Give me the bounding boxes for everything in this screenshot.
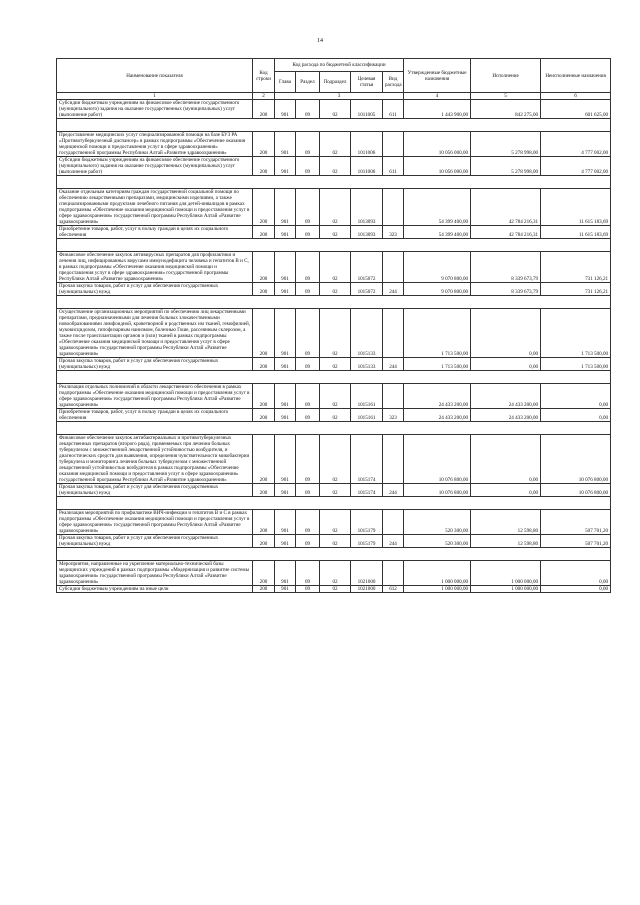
- approved-amount: 520 300,00: [404, 510, 471, 535]
- spacer-row: [57, 296, 611, 309]
- spacer-cell: [57, 296, 611, 309]
- spacer-row: [57, 176, 611, 189]
- subsection-code: 02: [320, 132, 351, 157]
- table-row: [57, 132, 611, 157]
- row-name: Приобретение товаров, работ, услуг в пользу граждан в целях их социального обеспечения: [57, 409, 253, 422]
- table-row: [57, 561, 611, 586]
- header-executed: Исполнение: [471, 59, 541, 93]
- table-row: [57, 510, 611, 535]
- expense-type-code: [383, 384, 404, 409]
- spacer-row: [57, 422, 611, 435]
- row-code: 200: [253, 252, 275, 283]
- header-chief: Глава: [275, 72, 296, 93]
- row-name: Субсидии бюджетным учреждениям на финансовое обеспечение государственного (муниципального) задания на оказание государственных (муниципальных) услуг (выполнение работ): [57, 157, 253, 176]
- target-item-code: 1015133: [351, 358, 383, 371]
- expense-type-code: 244: [383, 283, 404, 296]
- subsection-code: 02: [320, 226, 351, 239]
- subsection-code: 02: [320, 283, 351, 296]
- column-index-row: [57, 93, 611, 100]
- executed-amount: 42 784 216,31: [471, 189, 541, 226]
- section-code: 09: [296, 283, 320, 296]
- subsection-code: 02: [320, 189, 351, 226]
- index-cell: 1: [57, 93, 253, 100]
- expense-type-code: 611: [383, 157, 404, 176]
- table-row: [57, 484, 611, 497]
- row-code: 200: [253, 226, 275, 239]
- subsection-code: 02: [320, 100, 351, 119]
- target-item-code: 1015174: [351, 435, 383, 484]
- row-name: Финансовое обеспечение закупок антивирусных препаратов для профилактики и лечения лиц, инфицированных вирусами иммунодефицита человека и гепатитов B и C, в рамках подпрограммы «Обеспечение оказания медицинской помощи и предоставления услуг в сфере здравоохранения» государственной программы Республики Алтай «Развитие здравоохранения»: [57, 252, 253, 283]
- unexecuted-amount: 0,00: [541, 384, 611, 409]
- unexecuted-amount: 10 076 800,00: [541, 484, 611, 497]
- chief-code: 901: [275, 384, 296, 409]
- table-row: [57, 435, 611, 484]
- row-name: Финансовое обеспечение закупок антибактериальных и противотуберкулезных лекарственных препаратов (второго ряда), применяемых при лечении больных туберкулезом с множественной лекарственной устойчивостью возбудителя, и диагностических средств для выявления, определения чувствительности микобактерии туберкулеза и мониторинга лечения больных туберкулезом с множественной лекарственной устойчивостью возбудителя в рамках подпрограммы «Обеспечение оказания медицинской помощи и предоставления услуг в сфере здравоохранения» государственной программы Республики Алтай «Развитие здравоохранения»: [57, 435, 253, 484]
- header-target-item: Целевая статья: [351, 72, 383, 93]
- index-cell: 5: [471, 93, 541, 100]
- approved-amount: 54 399 400,00: [404, 189, 471, 226]
- table-row: [57, 189, 611, 226]
- unexecuted-amount: 507 701,20: [541, 510, 611, 535]
- spacer-row: [57, 548, 611, 561]
- chief-code: 901: [275, 100, 296, 119]
- unexecuted-amount: 0,00: [541, 586, 611, 593]
- executed-amount: 0,00: [471, 309, 541, 358]
- expense-type-code: [383, 309, 404, 358]
- target-item-code: 1011006: [351, 132, 383, 157]
- table-row: [57, 535, 611, 548]
- spacer-cell: [57, 422, 611, 435]
- expense-type-code: 323: [383, 226, 404, 239]
- table-row: [57, 157, 611, 176]
- target-item-code: 1021000: [351, 586, 383, 593]
- row-name: Прочая закупка товаров, работ и услуг для обеспечения государственных (муниципальных) нужд: [57, 283, 253, 296]
- chief-code: 901: [275, 510, 296, 535]
- expense-type-code: [383, 132, 404, 157]
- approved-amount: 54 399 400,00: [404, 226, 471, 239]
- approved-amount: 1 713 500,00: [404, 309, 471, 358]
- executed-amount: 8 339 673,79: [471, 252, 541, 283]
- target-item-code: 1013093: [351, 226, 383, 239]
- expense-type-code: [383, 561, 404, 586]
- executed-amount: 12 598,80: [471, 510, 541, 535]
- target-item-code: 1011006: [351, 157, 383, 176]
- subsection-code: 02: [320, 586, 351, 593]
- expense-type-code: 244: [383, 484, 404, 497]
- subsection-code: 02: [320, 484, 351, 497]
- row-name: Прочая закупка товаров, работ и услуг для обеспечения государственных (муниципальных) нужд: [57, 484, 253, 497]
- unexecuted-amount: 507 701,20: [541, 535, 611, 548]
- row-code: 200: [253, 409, 275, 422]
- section-code: 09: [296, 358, 320, 371]
- approved-amount: 520 300,00: [404, 535, 471, 548]
- section-code: 09: [296, 132, 320, 157]
- approved-amount: 1 000 000,00: [404, 561, 471, 586]
- spacer-cell: [57, 119, 611, 132]
- target-item-code: 1011005: [351, 100, 383, 119]
- target-item-code: 1015133: [351, 309, 383, 358]
- unexecuted-amount: 11 615 183,69: [541, 189, 611, 226]
- target-item-code: 1021000: [351, 561, 383, 586]
- chief-code: 901: [275, 189, 296, 226]
- row-code: 200: [253, 561, 275, 586]
- expense-type-code: [383, 189, 404, 226]
- subsection-code: 02: [320, 384, 351, 409]
- chief-code: 901: [275, 484, 296, 497]
- row-code: 200: [253, 586, 275, 593]
- row-name: Прочая закупка товаров, работ и услуг для обеспечения государственных (муниципальных) нужд: [57, 358, 253, 371]
- subsection-code: 02: [320, 309, 351, 358]
- table-row: [57, 409, 611, 422]
- target-item-code: 1015161: [351, 384, 383, 409]
- executed-amount: 24 433 200,00: [471, 384, 541, 409]
- chief-code: 901: [275, 358, 296, 371]
- expense-type-code: 244: [383, 358, 404, 371]
- chief-code: 901: [275, 586, 296, 593]
- row-code: 200: [253, 100, 275, 119]
- header-section: Раздел: [296, 72, 320, 93]
- row-code: 200: [253, 358, 275, 371]
- row-code: 200: [253, 132, 275, 157]
- executed-amount: 5 278 998,00: [471, 132, 541, 157]
- row-name: Приобретение товаров, работ, услуг в пользу граждан в целях их социального обеспечения: [57, 226, 253, 239]
- section-code: 09: [296, 226, 320, 239]
- row-name: Мероприятия, направленные на укрепление материально-технической базы медицинских учреждений в рамках подпрограммы «Модернизация и развитие системы здравоохранения» государственной программы Республики Алтай «Развитие здравоохранения»: [57, 561, 253, 586]
- subsection-code: 02: [320, 510, 351, 535]
- budget-execution-table: [56, 58, 611, 593]
- table-row: [57, 100, 611, 119]
- row-code: 200: [253, 535, 275, 548]
- executed-amount: 0,00: [471, 435, 541, 484]
- target-item-code: 1015161: [351, 409, 383, 422]
- row-name: Субсидии бюджетным учреждениям на финансовое обеспечение государственного (муниципального) задания на оказание государственных (муниципальных) услуг (выполнение работ): [57, 100, 253, 119]
- executed-amount: 8 339 673,79: [471, 283, 541, 296]
- row-code: 200: [253, 510, 275, 535]
- approved-amount: 10 056 000,00: [404, 132, 471, 157]
- index-cell: 6: [541, 93, 611, 100]
- unexecuted-amount: 11 615 183,69: [541, 226, 611, 239]
- spacer-cell: [57, 497, 611, 510]
- section-code: 09: [296, 484, 320, 497]
- section-code: 09: [296, 435, 320, 484]
- subsection-code: 02: [320, 157, 351, 176]
- table-row: [57, 384, 611, 409]
- spacer-cell: [57, 548, 611, 561]
- expense-type-code: [383, 252, 404, 283]
- section-code: 09: [296, 535, 320, 548]
- target-item-code: 1013093: [351, 189, 383, 226]
- section-code: 09: [296, 157, 320, 176]
- spacer-row: [57, 371, 611, 384]
- spacer-row: [57, 497, 611, 510]
- executed-amount: 0,00: [471, 484, 541, 497]
- chief-code: 901: [275, 157, 296, 176]
- row-code: 200: [253, 189, 275, 226]
- unexecuted-amount: 0,00: [541, 409, 611, 422]
- index-cell: 3: [275, 93, 404, 100]
- target-item-code: 1015174: [351, 484, 383, 497]
- approved-amount: 10 076 800,00: [404, 435, 471, 484]
- spacer-cell: [57, 176, 611, 189]
- approved-amount: 10 056 000,00: [404, 157, 471, 176]
- row-code: 200: [253, 157, 275, 176]
- executed-amount: 42 784 216,31: [471, 226, 541, 239]
- approved-amount: 1 443 900,00: [404, 100, 471, 119]
- row-name: Осуществление организационных мероприятий по обеспечению лиц лекарственными препаратами, предназначенными для лечения больных злокачественными новообразованиями лимфоидной, кроветворной и родственных им тканей, гемофилией, муковисцидозом, гипофизарным нанизмом, болезнью Гоше, рассеянным склерозом, а также после трансплантации органов и (или) тканей в рамках подпрограммы «Обеспечение оказания медицинской помощи и предоставления услуг в сфере здравоохранения» государственной программы Республики Алтай «Развитие здравоохранения»: [57, 309, 253, 358]
- header-name: Наименование показателя: [57, 59, 253, 93]
- target-item-code: 1015179: [351, 510, 383, 535]
- row-code: 200: [253, 309, 275, 358]
- index-cell: 4: [404, 93, 471, 100]
- executed-amount: 0,00: [471, 358, 541, 371]
- unexecuted-amount: 731 126,21: [541, 283, 611, 296]
- row-name: Предоставление медицинских услуг специализированной помощи на базе БУЗ РА «Противотуберкулезный диспансер» в рамках подпрограммы «Обеспечение оказания медицинской помощи и предоставления услуг в сфере здравоохранения» государственной программы Республики Алтай «Развитие здравоохранения»: [57, 132, 253, 157]
- target-item-code: 1015072: [351, 283, 383, 296]
- approved-amount: 1 713 500,00: [404, 358, 471, 371]
- row-name: Оказание отдельным категориям граждан государственной социальной помощи по обеспечению лекарственными препаратами, медицинскими изделиями, а также специализированными продуктами лечебного питания для детей-инвалидов в рамках подпрограммы «Обеспечение оказания медицинской помощи и предоставления услуг в сфере здравоохранения» государственной программы Республики Алтай «Развитие здравоохранения»: [57, 189, 253, 226]
- expense-type-code: 612: [383, 586, 404, 593]
- header-subsection: Подраздел: [320, 72, 351, 93]
- expense-type-code: 323: [383, 409, 404, 422]
- approved-amount: 24 433 200,00: [404, 384, 471, 409]
- approved-amount: 1 000 000,00: [404, 586, 471, 593]
- expense-type-code: 611: [383, 100, 404, 119]
- unexecuted-amount: 1 713 500,00: [541, 309, 611, 358]
- page-number: 14: [317, 38, 323, 44]
- chief-code: 901: [275, 283, 296, 296]
- section-code: 09: [296, 252, 320, 283]
- executed-amount: 1 000 000,00: [471, 586, 541, 593]
- section-code: 09: [296, 309, 320, 358]
- chief-code: 901: [275, 535, 296, 548]
- section-code: 09: [296, 384, 320, 409]
- section-code: 09: [296, 561, 320, 586]
- unexecuted-amount: 731 126,21: [541, 252, 611, 283]
- section-code: 09: [296, 409, 320, 422]
- chief-code: 901: [275, 226, 296, 239]
- table-row: [57, 358, 611, 371]
- subsection-code: 02: [320, 535, 351, 548]
- table-row: [57, 283, 611, 296]
- header-row-code: Код строки: [253, 59, 275, 93]
- table-row: [57, 309, 611, 358]
- table-row: [57, 586, 611, 593]
- spacer-row: [57, 119, 611, 132]
- row-code: 200: [253, 283, 275, 296]
- chief-code: 901: [275, 132, 296, 157]
- spacer-cell: [57, 239, 611, 252]
- unexecuted-amount: 0,00: [541, 561, 611, 586]
- spacer-row: [57, 239, 611, 252]
- row-code: 200: [253, 435, 275, 484]
- chief-code: 901: [275, 309, 296, 358]
- subsection-code: 02: [320, 409, 351, 422]
- row-code: 200: [253, 484, 275, 497]
- subsection-code: 02: [320, 358, 351, 371]
- unexecuted-amount: 4 777 002,00: [541, 132, 611, 157]
- subsection-code: 02: [320, 252, 351, 283]
- chief-code: 901: [275, 252, 296, 283]
- chief-code: 901: [275, 409, 296, 422]
- expense-type-code: [383, 510, 404, 535]
- subsection-code: 02: [320, 561, 351, 586]
- executed-amount: 842 275,00: [471, 100, 541, 119]
- unexecuted-amount: 10 076 800,00: [541, 435, 611, 484]
- section-code: 09: [296, 100, 320, 119]
- index-cell: 2: [253, 93, 275, 100]
- unexecuted-amount: 601 625,00: [541, 100, 611, 119]
- approved-amount: 24 433 200,00: [404, 409, 471, 422]
- approved-amount: 9 070 800,00: [404, 283, 471, 296]
- row-name: Прочая закупка товаров, работ и услуг для обеспечения государственных (муниципальных) нужд: [57, 535, 253, 548]
- table-row: [57, 226, 611, 239]
- spacer-cell: [57, 371, 611, 384]
- target-item-code: 1015179: [351, 535, 383, 548]
- expense-type-code: [383, 435, 404, 484]
- unexecuted-amount: 4 777 002,00: [541, 157, 611, 176]
- row-name: Субсидии бюджетным учреждениям на иные цели: [57, 586, 253, 593]
- chief-code: 901: [275, 435, 296, 484]
- approved-amount: 10 076 800,00: [404, 484, 471, 497]
- row-code: 200: [253, 384, 275, 409]
- executed-amount: 24 433 200,00: [471, 409, 541, 422]
- subsection-code: 02: [320, 435, 351, 484]
- target-item-code: 1015072: [351, 252, 383, 283]
- header-expense-type: Вид расхода: [383, 72, 404, 93]
- executed-amount: 12 598,80: [471, 535, 541, 548]
- row-name: Реализация отдельных полномочий в области лекарственного обеспечения в рамках подпрограммы «Обеспечение оказания медицинской помощи и предоставления услуг в сфере здравоохранения» государственной программы Республики Алтай «Развитие здравоохранения»: [57, 384, 253, 409]
- header-approved: Утвержденные бюджетные назначения: [404, 59, 471, 93]
- executed-amount: 1 000 000,00: [471, 561, 541, 586]
- chief-code: 901: [275, 561, 296, 586]
- expense-type-code: 244: [383, 535, 404, 548]
- row-name: Реализация мероприятий по профилактике ВИЧ-инфекции и гепатитов B и C в рамках подпрограммы «Обеспечение оказания медицинской помощи и предоставления услуг в сфере здравоохранения» государственной программы Республики Алтай «Развитие здравоохранения»: [57, 510, 253, 535]
- approved-amount: 9 070 800,00: [404, 252, 471, 283]
- section-code: 09: [296, 510, 320, 535]
- table-row: [57, 252, 611, 283]
- executed-amount: 5 278 998,00: [471, 157, 541, 176]
- section-code: 09: [296, 586, 320, 593]
- header-expense-code: Код расхода по бюджетной классификации: [275, 59, 404, 72]
- section-code: 09: [296, 189, 320, 226]
- header-unexecuted: Неисполненные назначения: [541, 59, 611, 93]
- unexecuted-amount: 1 713 500,00: [541, 358, 611, 371]
